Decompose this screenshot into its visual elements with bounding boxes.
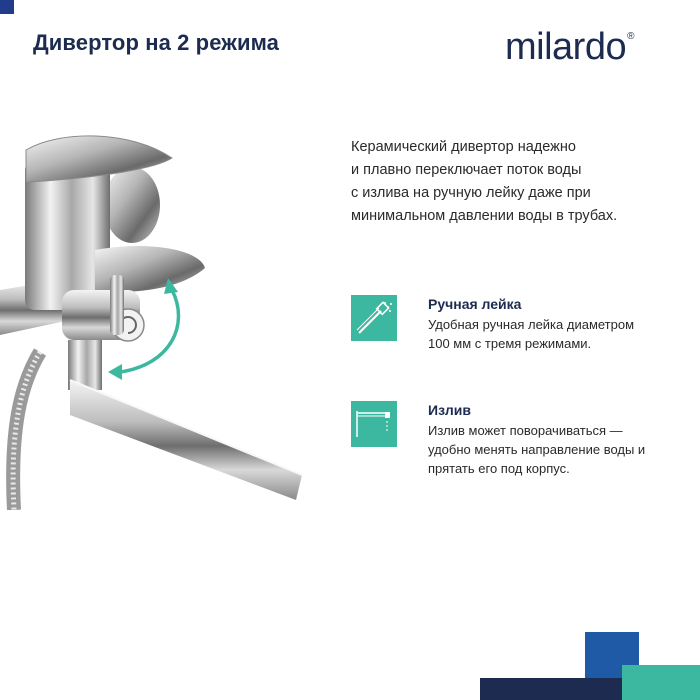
brand-logo: [505, 28, 634, 66]
registered-mark: ®: [627, 31, 634, 42]
intro-line: с излива на ручную лейку даже при: [351, 185, 591, 201]
spout-icon: [351, 401, 397, 447]
feature-text: [428, 401, 688, 478]
hose: [13, 352, 40, 510]
decor-navy-bar: [480, 678, 640, 700]
faucet-image: [0, 120, 310, 510]
intro-line: и плавно переключает поток воды: [351, 162, 582, 178]
page-title: Дивертор на 2 режима: [33, 30, 279, 55]
intro-line: Керамический дивертор надежно: [351, 139, 576, 155]
intro-text: [351, 136, 681, 228]
feature-line: Излив может поворачиваться —: [428, 423, 623, 438]
feature-line: Удобная ручная лейка диаметром: [428, 317, 635, 332]
intro-line: минимальном давлении воды в трубах.: [351, 208, 618, 224]
corner-accent: [0, 0, 14, 14]
feature-title: Излив: [428, 402, 471, 418]
feature-line: удобно менять направление воды и: [428, 442, 646, 457]
feature-line: прятать его под корпус.: [428, 461, 570, 476]
feature-title: Ручная лейка: [428, 296, 522, 312]
brand-name: milardo: [505, 26, 627, 68]
decor-teal-block: [622, 665, 700, 700]
feature-description: [428, 421, 688, 478]
feature-description: [428, 315, 688, 353]
feature-text: [428, 295, 688, 353]
feature-line: 100 мм с тремя режимами.: [428, 336, 592, 351]
hand-shower-icon: [351, 295, 397, 341]
